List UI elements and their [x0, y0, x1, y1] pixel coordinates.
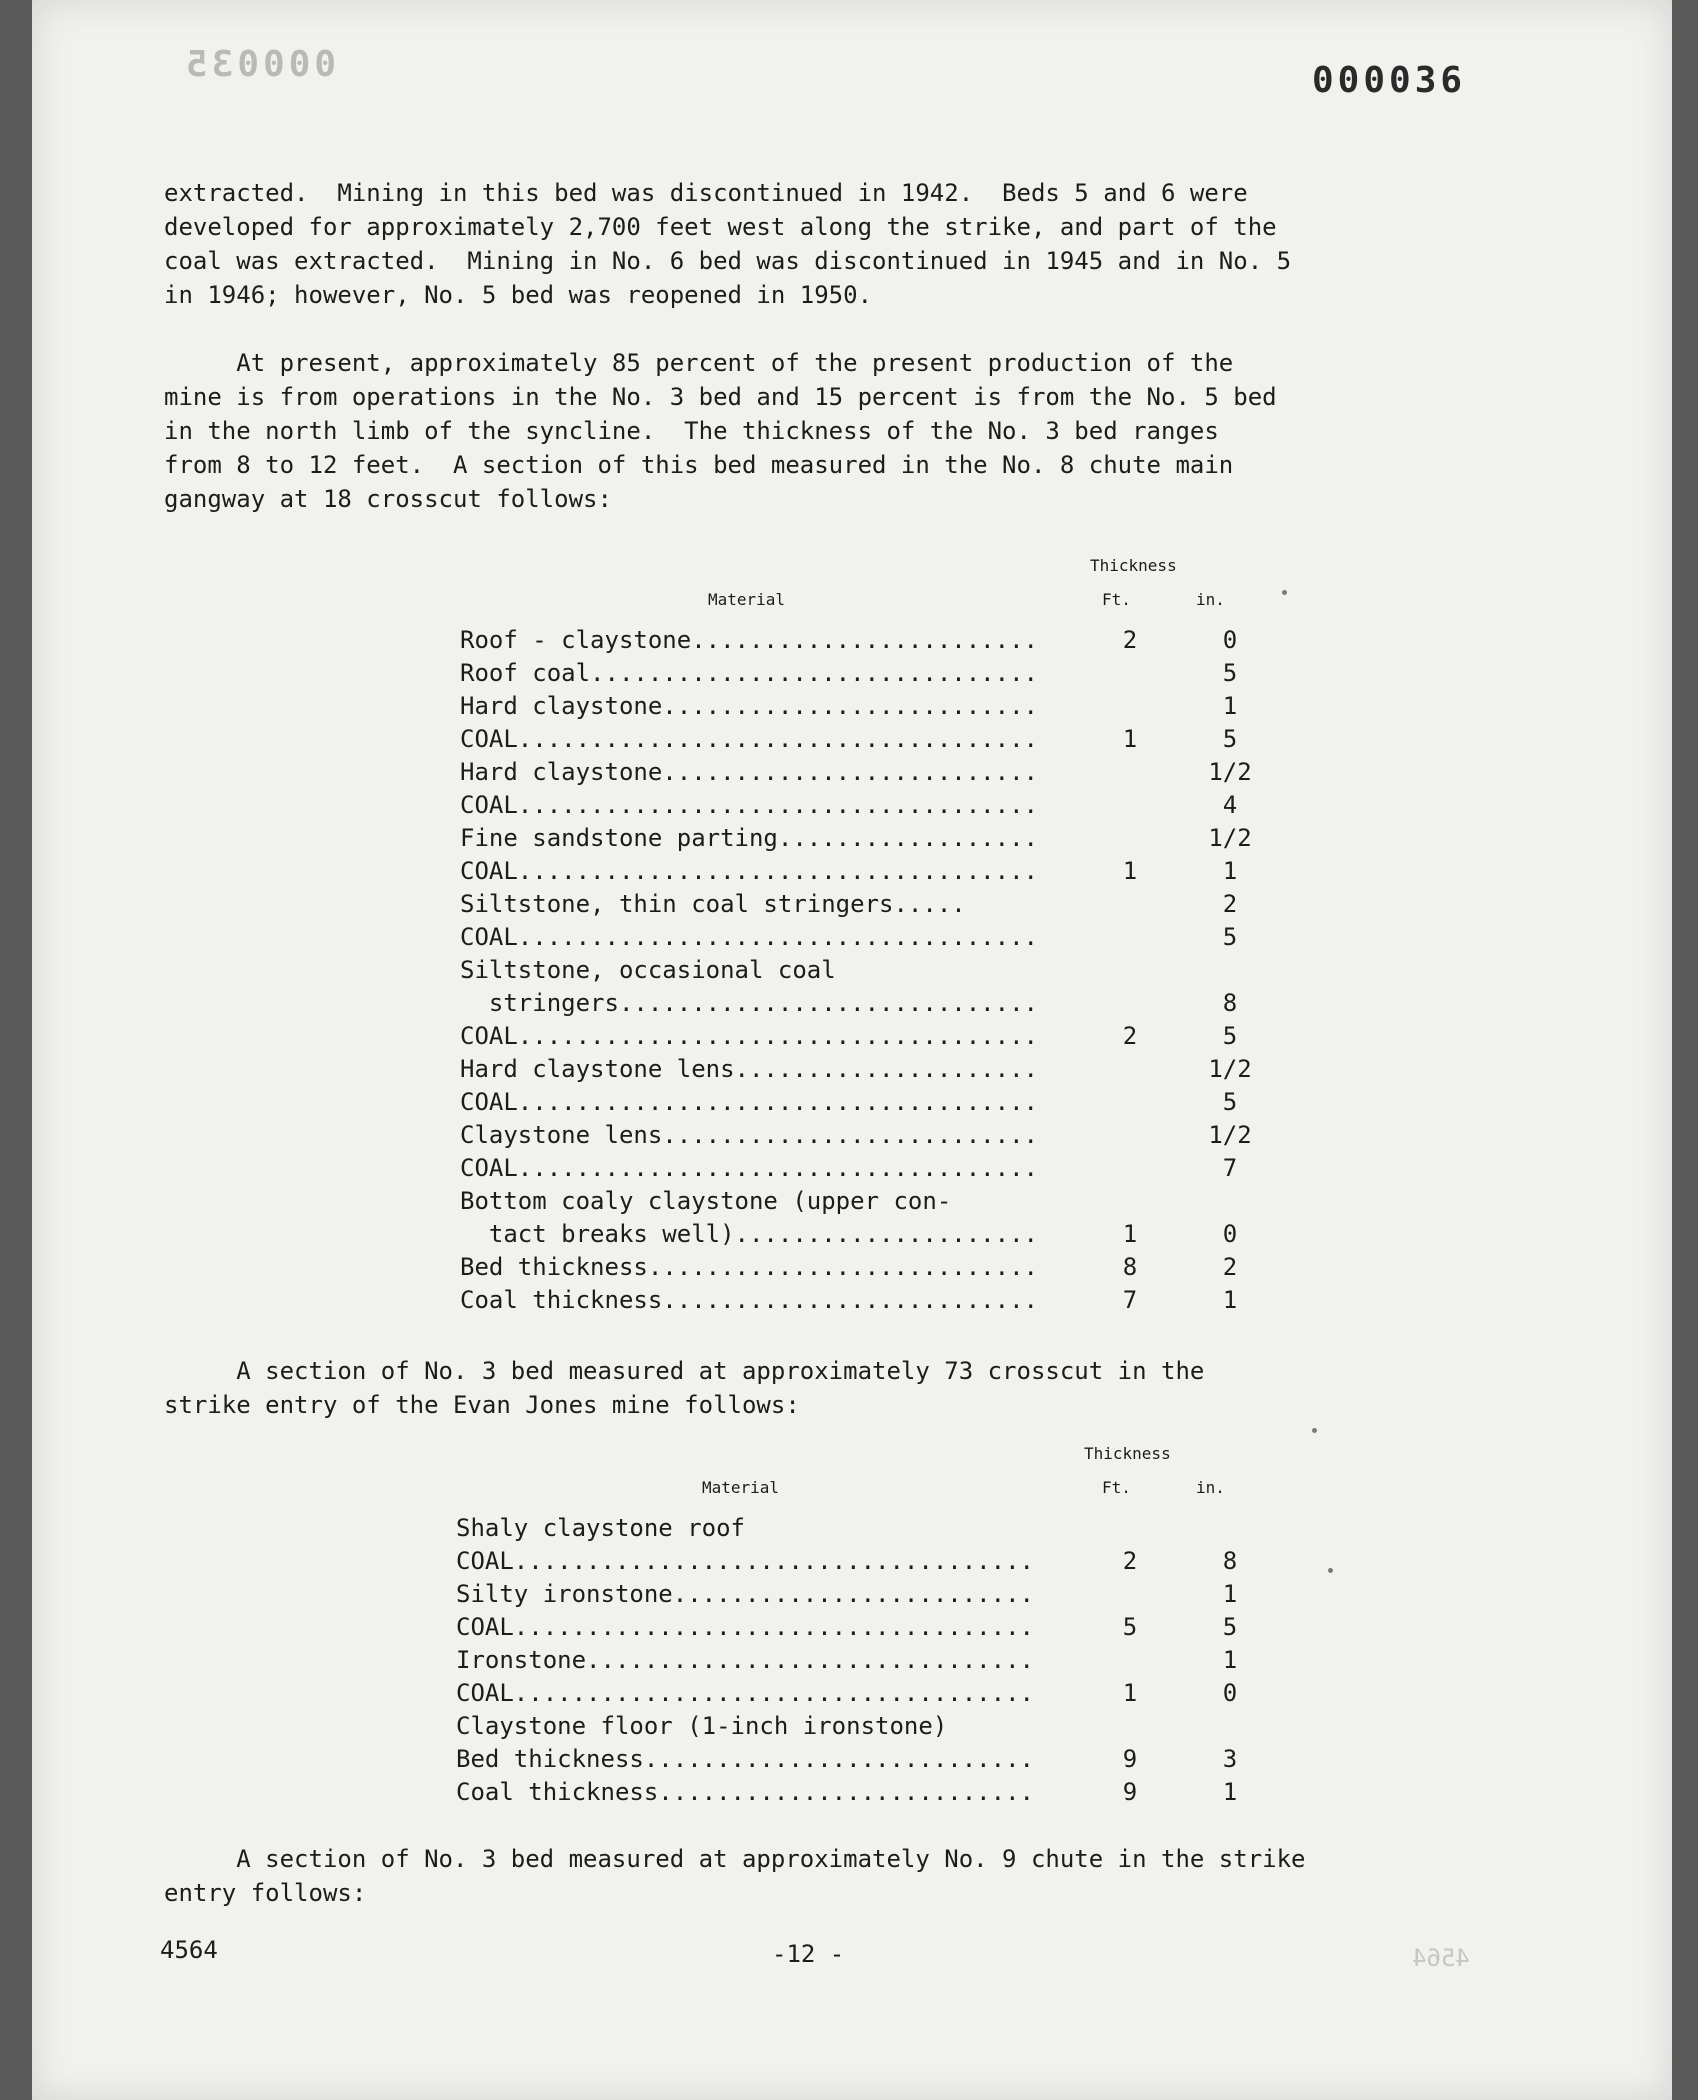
feet-cell: 5: [1122, 1613, 1138, 1641]
material-cell: Hard claystone lens.....................: [460, 1055, 1038, 1083]
inches-cell: 0: [1222, 626, 1238, 654]
inches-cell: 5: [1222, 1613, 1238, 1641]
inches-cell: 5: [1222, 1088, 1238, 1116]
material-cell: Bottom coaly claystone (upper con-: [460, 1187, 952, 1215]
inches-cell: 2: [1222, 1253, 1238, 1281]
material-cell: Bed thickness...........................: [460, 1253, 1038, 1281]
inches-cell: 1: [1222, 857, 1238, 885]
material-cell: COAL....................................: [460, 791, 1038, 819]
material-cell: COAL....................................: [460, 923, 1038, 951]
report-number: 4564: [160, 1936, 218, 1964]
feet-cell: 1: [1122, 857, 1138, 885]
inches-cell: 5: [1222, 659, 1238, 687]
material-cell: Claystone lens..........................: [460, 1121, 1038, 1149]
material-cell: Hard claystone..........................: [460, 758, 1038, 786]
paragraph-3: A section of No. 3 bed measured at approximately 73 crosscut in the strike entry of the Evan Jones mine follows:: [164, 1357, 1205, 1419]
feet-cell: 9: [1122, 1745, 1138, 1773]
paragraph-2: At present, approximately 85 percent of the present production of the mine is from operations in the No. 3 bed and 15 percent is from the No. 5 bed in the north limb of the syncline. The thickness of the No. 3 bed ranges from 8 to 12 feet. A section of this bed measured in the No. 8 chute main gangway at 18 crosscut follows:: [164, 349, 1277, 513]
paragraph-1: extracted. Mining in this bed was discontinued in 1942. Beds 5 and 6 were developed for approximately 2,700 feet west along the strike, and part of the coal was extracted. Mining in No. 6 bed was discontinued in 1945 and in No. 5 in 1946; however, No. 5 bed was reopened in 1950.: [164, 179, 1292, 309]
inches-cell: 4: [1222, 791, 1238, 819]
inches-header: in.: [1196, 1478, 1225, 1497]
inches-cell: 1: [1222, 1286, 1238, 1314]
thickness-header: Thickness: [1090, 556, 1177, 575]
inches-cell: 1: [1222, 1580, 1238, 1608]
material-cell: tact breaks well).....................: [460, 1220, 1038, 1248]
material-cell: COAL....................................: [460, 725, 1038, 753]
material-cell: Silty ironstone.........................: [456, 1580, 1034, 1608]
inches-cell: 1/2: [1208, 1121, 1252, 1149]
inches-cell: 0: [1222, 1220, 1238, 1248]
inches-cell: 2: [1222, 890, 1238, 918]
feet-cell: 7: [1122, 1286, 1138, 1314]
page-number: -12 -: [772, 1940, 845, 1968]
inches-cell: 0: [1222, 1679, 1238, 1707]
paper-speck: [1312, 1428, 1317, 1433]
material-cell: Shaly claystone roof: [456, 1514, 745, 1542]
bleed-through-report-number: 4564: [1412, 1944, 1470, 1972]
feet-cell: 9: [1122, 1778, 1138, 1806]
inches-cell: 1/2: [1208, 1055, 1252, 1083]
feet-cell: 1: [1122, 1220, 1138, 1248]
material-cell: Fine sandstone parting..................: [460, 824, 1038, 852]
inches-header: in.: [1196, 590, 1225, 609]
material-cell: COAL....................................: [456, 1613, 1034, 1641]
material-header: Material: [708, 590, 786, 609]
material-cell: Siltstone, occasional coal: [460, 956, 836, 984]
inches-cell: 1/2: [1208, 758, 1252, 786]
material-cell: stringers.............................: [460, 989, 1038, 1017]
thickness-header: Thickness: [1084, 1444, 1171, 1463]
material-cell: Coal thickness..........................: [460, 1286, 1038, 1314]
paper-speck: [1282, 590, 1287, 595]
paper-speck: [1328, 1568, 1333, 1573]
inches-cell: 5: [1222, 923, 1238, 951]
inches-cell: 1: [1222, 1778, 1238, 1806]
feet-cell: 2: [1122, 1022, 1138, 1050]
inches-cell: 8: [1222, 1547, 1238, 1575]
feet-cell: 1: [1122, 1679, 1138, 1707]
material-cell: Bed thickness...........................: [456, 1745, 1034, 1773]
inches-cell: 1: [1222, 1646, 1238, 1674]
material-cell: COAL....................................: [460, 1022, 1038, 1050]
feet-cell: 8: [1122, 1253, 1138, 1281]
material-cell: Roof coal...............................: [460, 659, 1038, 687]
page-identifier: 000036: [1312, 60, 1467, 101]
document-page: [32, 0, 1672, 2100]
feet-header: Ft.: [1102, 590, 1131, 609]
material-cell: Coal thickness..........................: [456, 1778, 1034, 1806]
inches-cell: 5: [1222, 1022, 1238, 1050]
inches-cell: 3: [1222, 1745, 1238, 1773]
feet-cell: 1: [1122, 725, 1138, 753]
inches-cell: 1: [1222, 692, 1238, 720]
feet-cell: 2: [1122, 1547, 1138, 1575]
paragraph-4: A section of No. 3 bed measured at approximately No. 9 chute in the strike entry follows:: [164, 1845, 1306, 1907]
inches-cell: 1/2: [1208, 824, 1252, 852]
feet-cell: 2: [1122, 626, 1138, 654]
inches-cell: 8: [1222, 989, 1238, 1017]
material-cell: Ironstone...............................: [456, 1646, 1034, 1674]
material-cell: Claystone floor (1-inch ironstone): [456, 1712, 948, 1740]
inches-cell: 5: [1222, 725, 1238, 753]
material-cell: Roof - claystone........................: [460, 626, 1038, 654]
bleed-through-page-number: 000035: [182, 44, 337, 85]
material-header: Material: [702, 1478, 780, 1497]
material-cell: COAL....................................: [456, 1547, 1034, 1575]
feet-header: Ft.: [1102, 1478, 1131, 1497]
material-cell: COAL....................................: [456, 1679, 1034, 1707]
material-cell: COAL....................................: [460, 1088, 1038, 1116]
material-cell: Siltstone, thin coal stringers.....: [460, 890, 966, 918]
inches-cell: 7: [1222, 1154, 1238, 1182]
material-cell: COAL....................................: [460, 1154, 1038, 1182]
material-cell: COAL....................................: [460, 857, 1038, 885]
material-cell: Hard claystone..........................: [460, 692, 1038, 720]
